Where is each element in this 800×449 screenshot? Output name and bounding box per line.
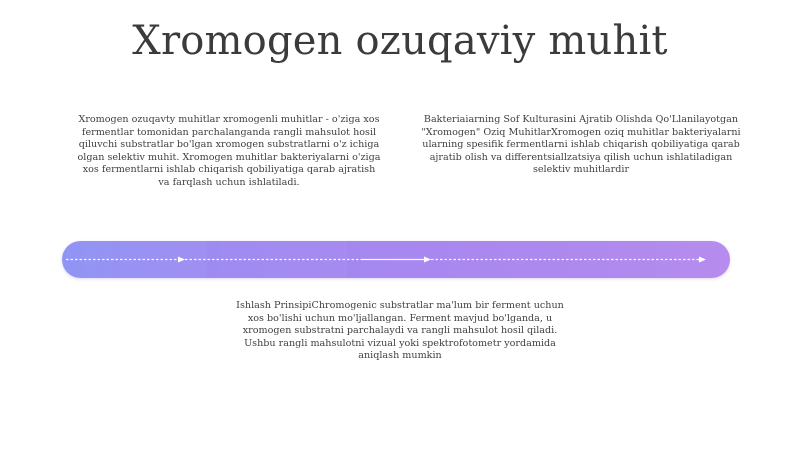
arrow-right-icon <box>699 257 706 263</box>
bottom-text-block: Ishlash PrinsipiChromogenic substratlar ma'lum bir ferment uchun xos bo'lishi uchun mo'ljallangan. Ferment mavjud bo'lganda, u xromogen substratni parchalaydi va rangli mahsulot hosil qiladi. Ushbu rangli mahsulotni vizual yoki spektrofotometr yordamida aniqlash mumkin <box>236 300 564 362</box>
arrow-right-icon <box>424 257 431 263</box>
slide-title: Xromogen ozuqaviy muhit <box>132 18 668 64</box>
timeline-bar <box>62 241 730 278</box>
right-text-block: Bakteriaiarning Sof Kulturasini Ajratib Olishda Qo'Llanilayotgan "Xromogen" Oziq MuhitlarXromogen oziq muhitlar bakteriyalarni ularning spesifik fermentlarni ishlab chiqarish qobiliyatiga qarab ajratib olish va differentsiallzatsiya qilish uchun ishlatiladigan selektiv muhitlardir <box>421 114 741 176</box>
timeline-track <box>62 241 730 278</box>
left-text-block: Xromogen ozuqavty muhitlar xromogenli muhitlar - o'ziga xos fermentlar tomonidan parchalanganda rangli mahsulot hosil qiluvchi substratlar bo'lgan xromogen substratlarni o'z ichiga olgan selektiv muhit. Xromogen muhitlar bakteriyalarni o'ziga xos fermentlarni ishlab chiqarish qobiliyatiga qarab ajratish va farqlash uchun ishlatiladi. <box>77 114 381 188</box>
arrow-right-icon <box>178 257 185 263</box>
